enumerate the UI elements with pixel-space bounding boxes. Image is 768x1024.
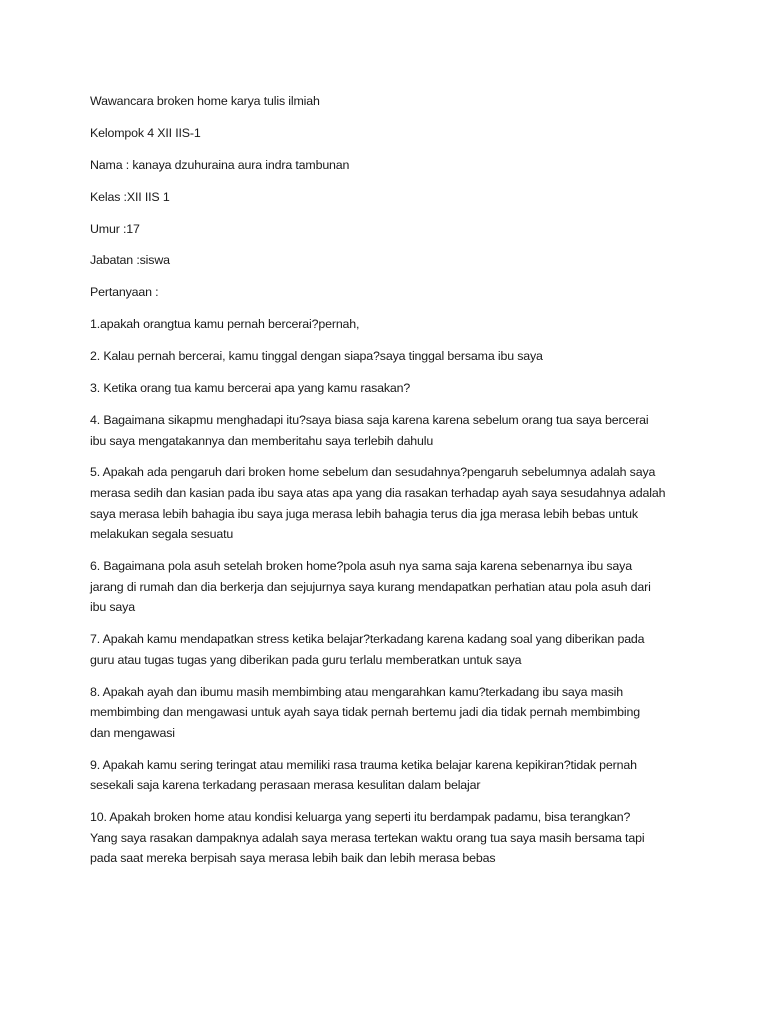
paragraph-line: Yang saya rasakan dampaknya adalah saya merasa tertekan waktu orang tua saya masih bersama tapi (90, 830, 645, 845)
document-paragraph (90, 556, 690, 618)
document-paragraph (90, 187, 690, 208)
paragraph-line: 4. Bagaimana sikapmu menghadapi itu?saya biasa saja karena karena sebelum orang tua saya bercerai (90, 412, 649, 427)
document-paragraph (90, 282, 690, 303)
paragraph-line: 10. Apakah broken home atau kondisi keluarga yang seperti itu berdampak padamu, bisa terangkan? (90, 810, 631, 825)
paragraph-line: Pertanyaan : (90, 285, 159, 300)
paragraph-line: membimbing dan mengawasi untuk ayah saya tidak pernah bertemu jadi dia tidak pernah membimbing (90, 705, 640, 720)
paragraph-line: pada saat mereka berpisah saya merasa lebih baik dan lebih merasa bebas (90, 851, 496, 866)
document-paragraph (90, 807, 690, 869)
paragraph-line: 8. Apakah ayah dan ibumu masih membimbing atau mengarahkan kamu?terkadang ibu saya masih (90, 684, 623, 699)
paragraph-line: merasa sedih dan kasian pada ibu saya atas apa yang dia rasakan terhadap ayah saya sesudahnya adalah (90, 485, 666, 500)
document-paragraph (90, 123, 690, 144)
paragraph-line: 1.apakah orangtua kamu pernah bercerai?pernah, (90, 317, 360, 332)
document-paragraph (90, 219, 690, 240)
paragraph-line: 3. Ketika orang tua kamu bercerai apa yang kamu rasakan? (90, 381, 411, 396)
document-paragraph (90, 629, 690, 670)
paragraph-line: dan mengawasi (90, 725, 175, 740)
document-paragraph (90, 314, 690, 335)
paragraph-line: Jabatan :siswa (90, 253, 170, 268)
paragraph-line: melakukan segala sesuatu (90, 527, 234, 542)
paragraph-line: ibu saya mengatakannya dan memberitahu saya terlebih dahulu (90, 433, 434, 448)
paragraph-line: saya merasa lebih bahagia ibu saya juga merasa lebih bahagia terus dia jga merasa lebih bebas untuk (90, 506, 638, 521)
paragraph-line: 5. Apakah ada pengaruh dari broken home sebelum dan sesudahnya?pengaruh sebelumnya adalah saya (90, 465, 656, 480)
document-paragraph (90, 91, 690, 112)
paragraph-line: Kelompok 4 XII IIS-1 (90, 125, 201, 140)
paragraph-line: guru atau tugas tugas yang diberikan pada guru terlalu memberatkan untuk saya (90, 652, 522, 667)
paragraph-line: sesekali saja karena terkadang perasaan merasa kesulitan dalam belajar (90, 778, 481, 793)
paragraph-line: ibu saya (90, 600, 135, 615)
document-paragraph (90, 682, 690, 744)
document-paragraph (90, 155, 690, 176)
document-paragraph (90, 378, 690, 399)
paragraph-line: 7. Apakah kamu mendapatkan stress ketika belajar?terkadang karena kadang soal yang diberikan pada (90, 632, 645, 647)
paragraph-line: 6. Bagaimana pola asuh setelah broken home?pola asuh nya sama saja karena sebenarnya ibu saya (90, 559, 632, 574)
document-paragraph (90, 346, 690, 367)
document-paragraph (90, 462, 690, 544)
document-paragraph (90, 250, 690, 271)
paragraph-line: jarang di rumah dan dia berkerja dan sejujurnya saya kurang mendapatkan perhatian atau pola asuh dari (90, 579, 651, 594)
document-paragraph (90, 410, 690, 451)
paragraph-line: Nama : kanaya dzuhuraina aura indra tambunan (90, 157, 350, 172)
paragraph-line: Wawancara broken home karya tulis ilmiah (90, 94, 320, 108)
paragraph-line: Kelas :XII IIS 1 (90, 189, 170, 204)
paragraph-line: Umur :17 (90, 221, 140, 236)
paragraph-line: 9. Apakah kamu sering teringat atau memiliki rasa trauma ketika belajar karena kepikiran?tidak pernah (90, 757, 637, 772)
document-paragraph (90, 755, 690, 796)
paragraph-line: 2. Kalau pernah bercerai, kamu tinggal dengan siapa?saya tinggal bersama ibu saya (90, 349, 543, 364)
document-body (90, 91, 690, 880)
